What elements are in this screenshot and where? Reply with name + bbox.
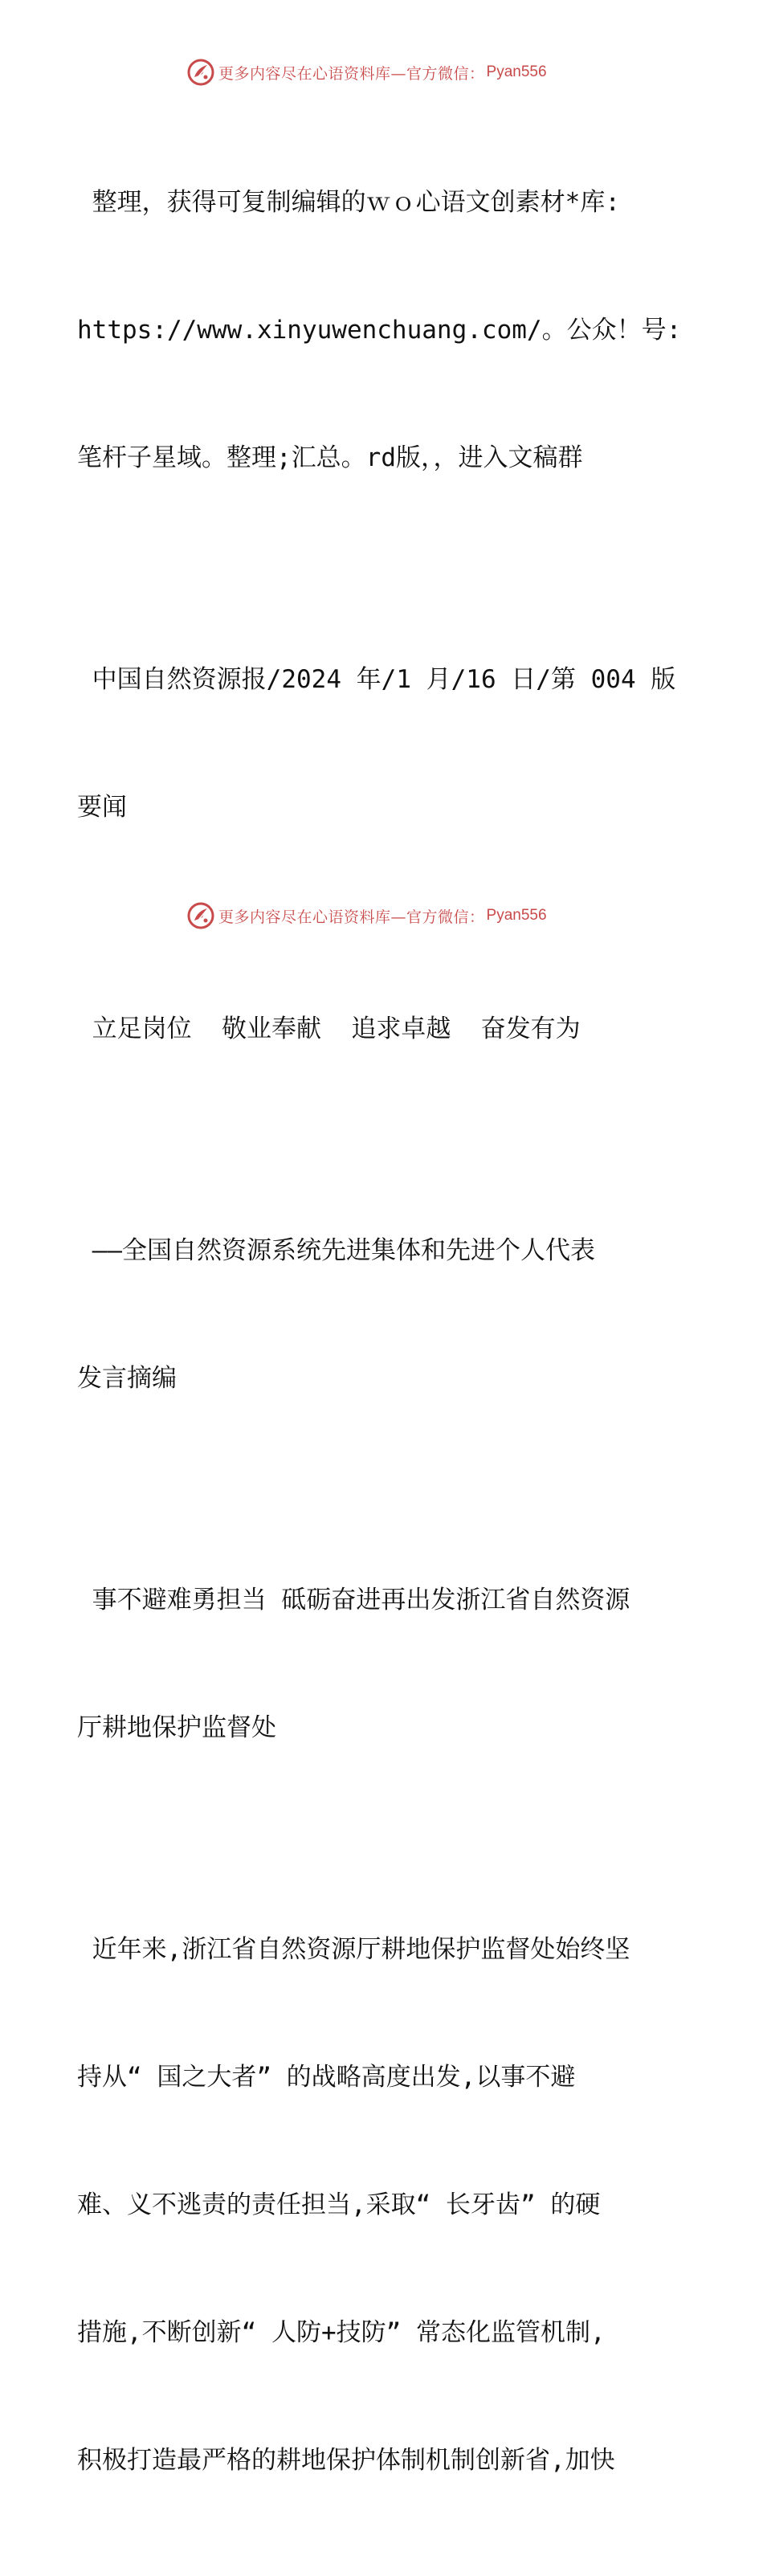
text-line: 难、义不逃责的责任担当,采取“ 长牙齿” 的硬 — [77, 2190, 601, 2219]
text-line: https://www.xinyuwenchuang.com/。公众！号: — [77, 316, 682, 345]
text-line: 厅耕地保护监督处 — [77, 1713, 276, 1742]
footer-banner — [186, 900, 604, 932]
text-line: 整理，获得可复制编辑的ｗｏ心语文创素材*库: — [77, 188, 620, 217]
footer-banner-text: 更多内容尽在心语资料库—官方微信： — [218, 908, 485, 926]
header-banner-wechat-id: Pyan556 — [486, 63, 547, 80]
text-line: 事不避难勇担当 砥砺奋进再出发浙江省自然资源 — [77, 1586, 630, 1615]
text-line: 近年来,浙江省自然资源厅耕地保护监督处始终坚 — [77, 1935, 630, 1964]
text-line: 笔杆子星域。整理;汇总。rd版，，进入文稿群 — [77, 443, 583, 472]
text-line: 积极打造最严格的耕地保护体制机制创新省,加快 — [77, 2446, 615, 2475]
footer-banner-wechat-id: Pyan556 — [486, 907, 547, 924]
header-banner — [186, 56, 604, 88]
brand-logo-icon — [186, 58, 215, 87]
text-line: 持从“ 国之大者” 的战略高度出发,以事不避 — [77, 2063, 576, 2092]
text-line: 要闻 — [77, 793, 127, 822]
paragraph-body — [77, 1843, 688, 2567]
text-line: 发言摘编 — [77, 1364, 177, 1393]
brand-logo-icon — [186, 901, 215, 930]
text-line: ——全国自然资源系统先进集体和先进个人代表 — [77, 1236, 595, 1265]
article-subtitle — [77, 1145, 688, 1485]
text-line: 立足岗位 敬业奉献 追求卓越 奋发有为 — [77, 1014, 581, 1043]
text-line: 中国自然资源报/2024 年/1 月/16 日/第 004 版 — [77, 665, 676, 694]
article-title — [77, 923, 688, 1136]
text-line: 措施,不断创新“ 人防+技防” 常态化监管机制, — [77, 2318, 606, 2347]
paragraph-publication-info — [77, 574, 688, 914]
section-heading — [77, 1494, 688, 1835]
header-banner-text: 更多内容尽在心语资料库—官方微信： — [218, 64, 485, 83]
document-body — [77, 96, 688, 2576]
paragraph-source-note — [77, 96, 688, 565]
